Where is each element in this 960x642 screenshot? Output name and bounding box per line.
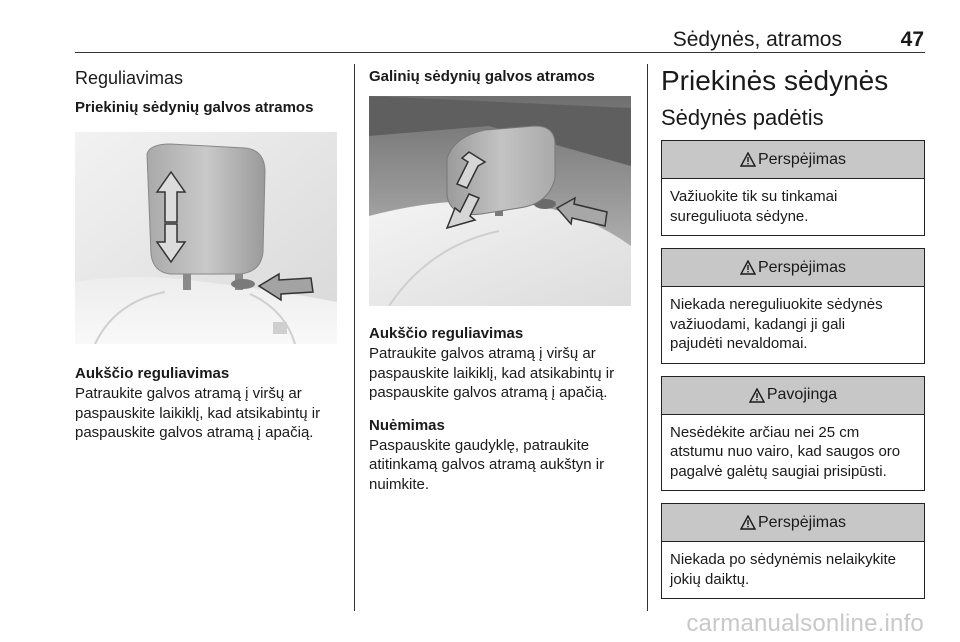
warning-triangle-icon xyxy=(740,260,756,275)
column-divider-left xyxy=(354,64,355,611)
danger-box xyxy=(661,376,925,492)
warning-box-body xyxy=(662,179,924,235)
text-line: paspauskite galvos atramą į apačią. xyxy=(369,384,608,401)
front-headrest-illustration xyxy=(75,132,337,344)
removal-text xyxy=(369,436,637,495)
warning-box-header xyxy=(662,504,924,542)
warning-label: Perspėjimas xyxy=(757,513,847,531)
height-adjust-text xyxy=(75,384,345,443)
warning-label: Perspėjimas xyxy=(757,150,847,168)
danger-box-body xyxy=(662,415,924,491)
header-rule xyxy=(75,52,925,53)
text-line: pajudėti nevaldomai. xyxy=(670,335,808,352)
warning-box-list xyxy=(661,140,925,599)
height-adjust-title: Aukščio reguliavimas xyxy=(75,365,230,382)
section-title: Sėdynės padėtis xyxy=(661,105,824,130)
text-line: jokių daiktų. xyxy=(670,570,750,588)
text-line: Patraukite galvos atramą į viršų ar xyxy=(369,345,596,362)
removal-title: Nuėmimas xyxy=(369,416,445,434)
danger-box-header xyxy=(662,377,924,415)
warning-box-header xyxy=(662,141,924,179)
height-adjust-title: Aukščio reguliavimas xyxy=(369,325,524,342)
warning-triangle-icon xyxy=(749,388,765,403)
column-divider-right xyxy=(647,64,648,611)
text-line: paspauskite laikiklį, kad atsikabintų ir xyxy=(369,364,615,382)
chapter-title: Priekinės sėdynės xyxy=(661,65,889,96)
warning-label: Perspėjimas xyxy=(757,258,847,276)
warning-box-body xyxy=(662,287,924,363)
text-line: Niekada nereguliuokite sėdynės xyxy=(670,296,883,313)
column-3 xyxy=(661,64,925,611)
subsection-title: Priekinių sėdynių galvos atramos xyxy=(75,99,314,116)
text-line: sureguliuota sėdyne. xyxy=(670,207,809,225)
page-number: 47 xyxy=(900,28,924,51)
text-line: paspauskite galvos atramą į apačią. xyxy=(75,424,314,441)
warning-triangle-icon xyxy=(740,152,756,167)
text-line: Važiuokite tik su tinkamai xyxy=(670,188,838,205)
warning-box xyxy=(661,248,925,364)
text-line: Niekada po sėdynėmis nelaikykite xyxy=(670,551,896,568)
header-title: Sėdynės, atramos xyxy=(672,28,842,51)
warning-triangle-icon xyxy=(740,515,756,530)
text-line: nuimkite. xyxy=(369,475,430,493)
danger-label: Pavojinga xyxy=(766,386,838,403)
warning-box xyxy=(661,140,925,236)
text-line: važiuodami, kadangi ji gali xyxy=(670,315,846,333)
warning-box xyxy=(661,503,925,599)
subsection-title: Galinių sėdynių galvos atramos xyxy=(369,68,595,85)
text-line: Patraukite galvos atramą į viršų ar xyxy=(75,385,302,402)
rear-headrest-illustration xyxy=(369,96,631,306)
warning-box-header xyxy=(662,249,924,287)
text-line: Nesėdėkite arčiau nei 25 cm xyxy=(670,423,860,441)
warning-box-body xyxy=(662,542,924,598)
height-adjust-text xyxy=(369,344,637,403)
text-line: atstumu nuo vairo, kad saugos oro xyxy=(670,443,901,460)
text-line: Paspauskite gaudyklę, patraukite xyxy=(369,436,590,454)
column-2 xyxy=(369,64,637,494)
watermark: carmanualsonline.info xyxy=(686,610,924,637)
text-line: paspauskite laikiklį, kad atsikabintų ir xyxy=(75,404,321,422)
section-title: Reguliavimas xyxy=(75,68,184,88)
text-line: atitinkamą galvos atramą aukštyn ir xyxy=(369,456,605,473)
column-1 xyxy=(75,64,345,443)
text-line: pagalvė galėtų saugiai prisipūsti. xyxy=(670,462,887,480)
